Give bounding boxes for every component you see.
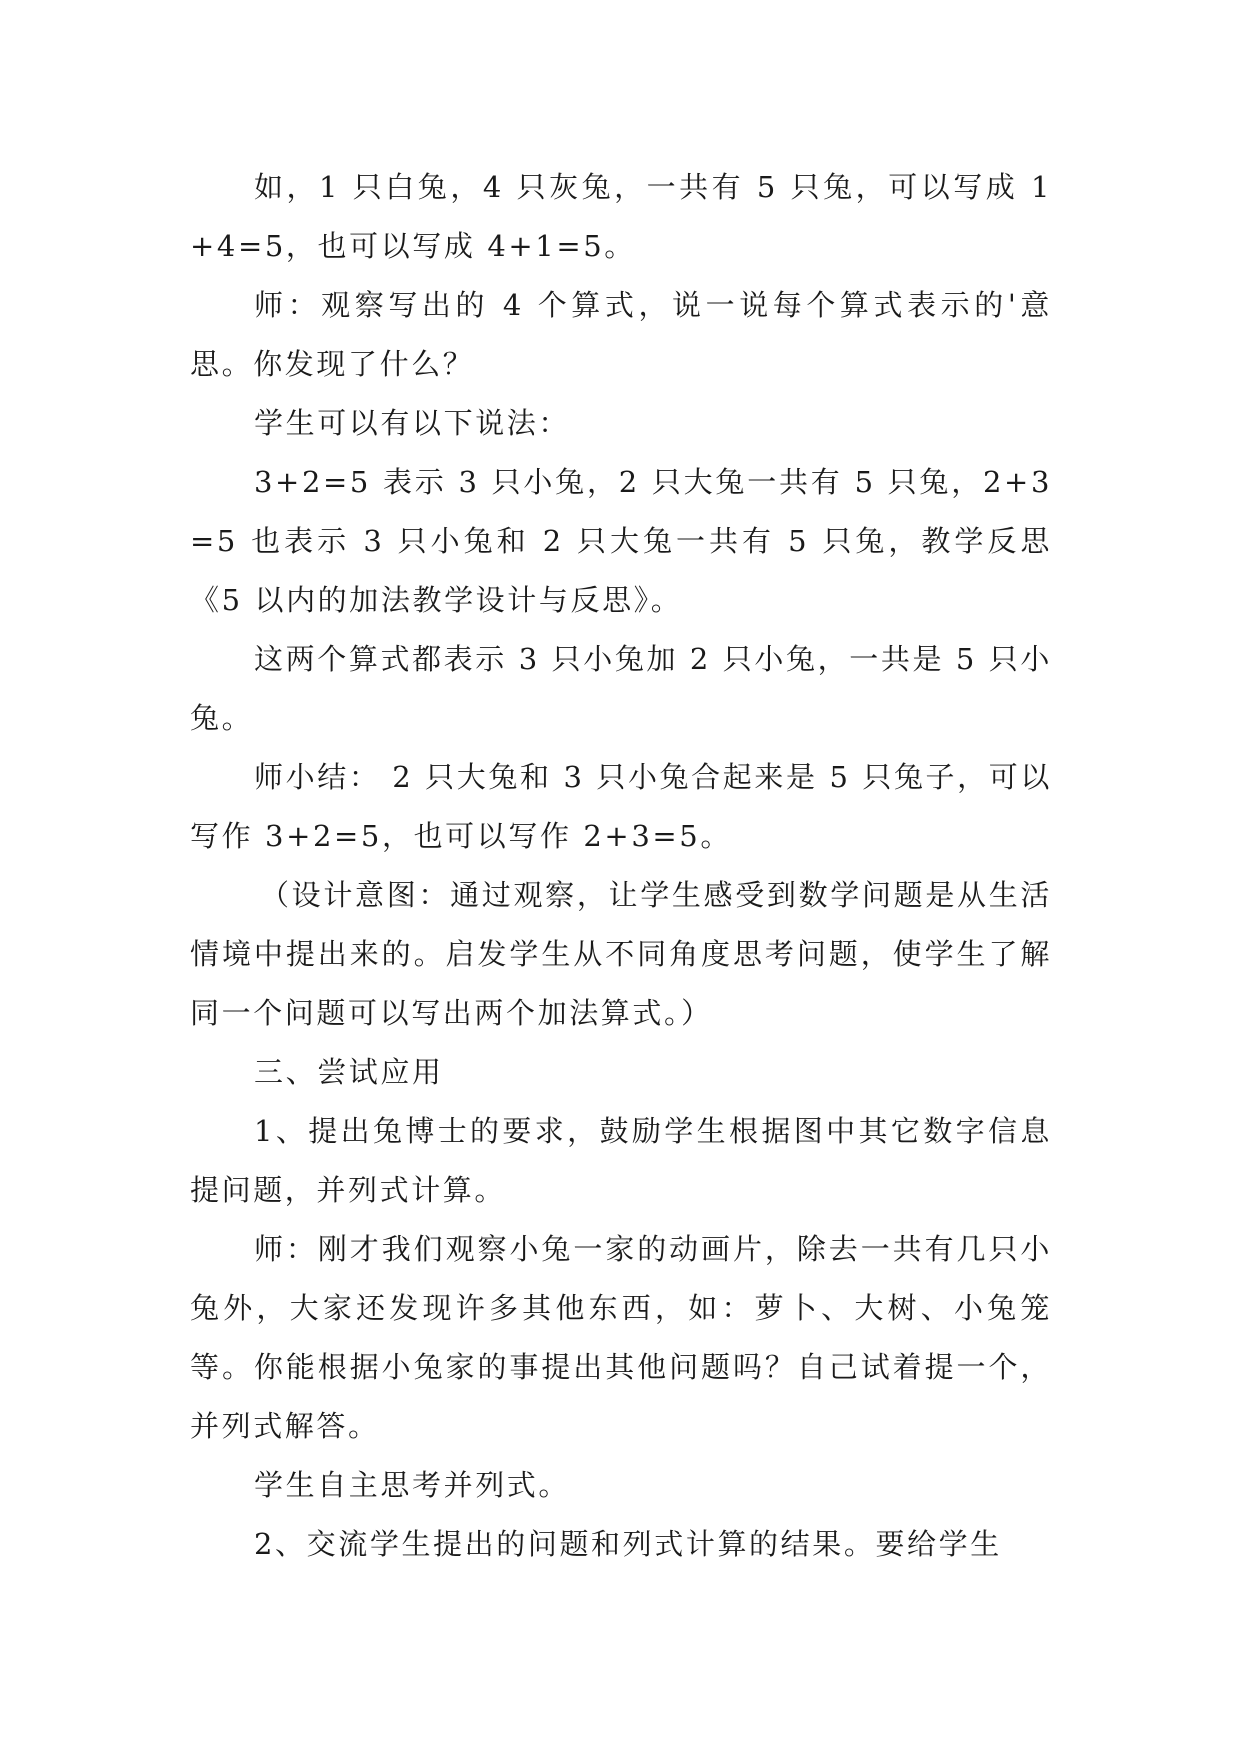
paragraph-student-answer: 3+2=5 表示 3 只小兔，2 只大兔一共有 5 只兔，2+3=5 也表示 3 只小兔和 2 只大兔一共有 5 只兔，教学反思《5 以内的加法教学设计与反思》。 [190,465,1052,617]
paragraph-two-equations: 这两个算式都表示 3 只小兔加 2 只小兔，一共是 5 只小兔。 [190,642,1052,735]
paragraph-teacher-question: 师：观察写出的 4 个算式，说一说每个算式表示的'意思。你发现了什么？ [190,288,1052,381]
document-page [190,158,1052,1574]
paragraph-example: 如，1 只白兔，4 只灰兔，一共有 5 只兔，可以写成 1+4=5，也可以写成 4+1=5。 [190,170,1052,263]
paragraph-teacher-prompt: 师：刚才我们观察小兔一家的动画片，除去一共有几只小兔外，大家还发现许多其他东西，如：萝卜、大树、小兔笼等。你能根据小兔家的事提出其他问题吗？自己试着提一个，并列式解答。 [190,1232,1052,1443]
paragraph-student-think: 学生自主思考并列式。 [254,1468,571,1502]
paragraph-teacher-summary: 师小结： 2 只大兔和 3 只小兔合起来是 5 只兔子，可以写作 3+2=5，也可以写作 2+3=5。 [190,760,1052,853]
paragraph-student-intro: 学生可以有以下说法： [254,406,571,440]
paragraph-step-2: 2、交流学生提出的问题和列式计算的结果。要给学生 [254,1527,1002,1561]
paragraph-step-1: 1、提出兔博士的要求，鼓励学生根据图中其它数字信息提问题，并列式计算。 [190,1114,1052,1207]
paragraph-design-intent: （设计意图：通过观察，让学生感受到数学问题是从生活情境中提出来的。启发学生从不同角度思考问题，使学生了解同一个问题可以写出两个加法算式。） [190,878,1052,1030]
section-heading-application: 三、尝试应用 [254,1055,444,1089]
